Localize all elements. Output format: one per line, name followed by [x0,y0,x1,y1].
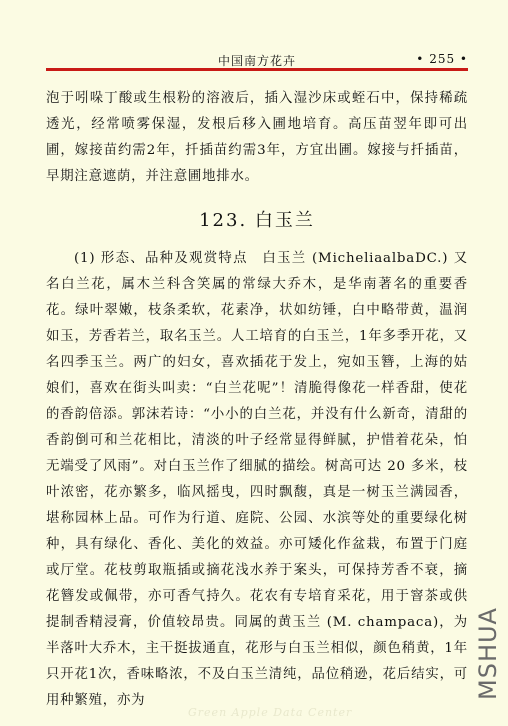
watermark-text: MSHUA [474,607,502,700]
page-number: • 255 • [416,52,468,66]
body-text [46,86,468,714]
header-rule [46,68,468,71]
footer-watermark-text: Green Apple Data Center [188,706,353,719]
running-header [46,52,468,68]
side-watermark [470,600,504,700]
header-title: 中国南方花卉 [218,54,297,68]
intro-paragraph: 泡于吲哚丁酸或生根粉的溶液后，插入湿沙床或蛭石中，保持稀疏透光，经常喷雾保湿，发根后移入圃地培育。高压苗翌年即可出圃，嫁接苗约需2年，扦插苗约需3年，方宜出圃。嫁接与扦插苗，早期注意遮荫，并注意圃地排水。 [46,91,468,184]
section-title: 123. 白玉兰 [199,210,315,231]
main-paragraph: (1) 形态、品种及观赏特点 白玉兰 (MicheliaalbaDC.) 又名白兰花，属木兰科含笑属的常绿大乔木，是华南著名的重要香花。绿叶翠嫩，枝条柔软，花素净，状如纺锤，白中略带黄，温润如玉，芳香若兰，取名玉兰。人工培育的白玉兰，1年多季开花，又名四季玉兰。两广的妇女，喜欢插花于发上，宛如玉簪，上海的姑娘们，喜欢在街头叫卖：“白兰花呢”！清脆得像花一样香甜，使花的香韵倍添。郭沫若诗：“小小的白兰花，并没有什么新奇，清甜的香韵倒可和兰花相比，清淡的叶子经常显得鲜腻，护惜着花朵，怕无端受了风雨”。对白玉兰作了细腻的描绘。树高可达 20 多米，枝叶浓密，花亦繁多，临风摇曳，四时飘馥，真是一树玉兰满园香，堪称园林上品。可作为行道、庭院、公园、水滨等处的重要绿化树种，具有绿化、香化、美化的效益。亦可矮化作盆栽，布置于门庭或厅堂。花枝剪取瓶插或摘花浅水养于案头，可保持芳香不衰，摘花簪发或佩带，亦可香气持久。花农有专培育采花，用于窨茶或供提制香精浸膏，价值较昂贵。同属的黄玉兰 (M. champaca)，为半落叶大乔木，主干挺拔通直，花形与白玉兰相似，颜色稍黄，1年只开花1次，香味略浓，不及白玉兰清纯，品位稍逊，花后结实，可用种繁殖，亦为 [46,251,468,708]
